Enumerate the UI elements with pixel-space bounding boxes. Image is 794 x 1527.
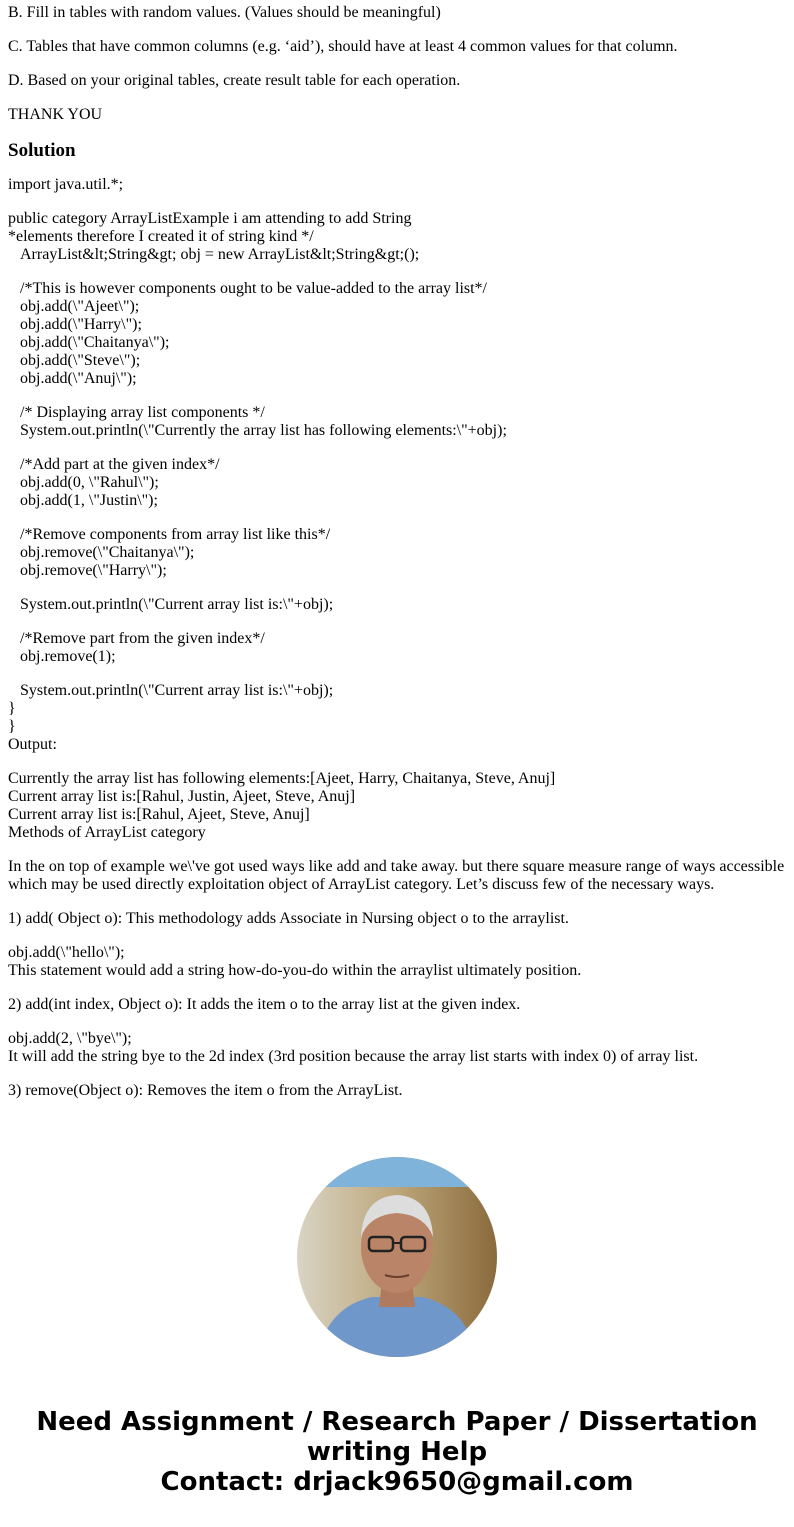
solution-paragraph: obj.add(\"hello\"); This statement would add a string how-do-you-do within the arraylist ultimately position. bbox=[8, 944, 582, 979]
promo-footer bbox=[0, 1407, 794, 1497]
solution-body bbox=[8, 176, 789, 1100]
intro-paragraph: B. Fill in tables with random values. (Values should be meaningful) bbox=[8, 4, 441, 21]
solution-paragraph: /*This is however components ought to be value-added to the array list*/ obj.add(\"Ajeet\"); obj.add(\"Harry\"); obj.add(\"Chaitanya\"); obj.add(\"Steve\"); obj.add(\"Anuj\"); bbox=[20, 280, 487, 387]
footer-line: writing Help bbox=[306, 1437, 488, 1467]
document-body bbox=[0, 4, 794, 1100]
solution-paragraph: public category ArrayListExample i am attending to add String *elements therefore I created it of string kind */ ArrayList&lt;String&gt; obj = new ArrayList&lt;String&gt;(); bbox=[8, 210, 420, 263]
footer-line: Need Assignment / Research Paper / Dissertation bbox=[36, 1407, 758, 1437]
solution-paragraph: In the on top of example we\'ve got used ways like add and take away. but there square measure range of ways accessible which may be used directly exploitation object of ArrayList category. Let’s discuss few of the necessary ways. bbox=[8, 858, 789, 893]
solution-paragraph: 3) remove(Object o): Removes the item o from the ArrayList. bbox=[8, 1082, 403, 1099]
solution-paragraph: Currently the array list has following elements:[Ajeet, Harry, Chaitanya, Steve, Anuj] Current array list is:[Rahul, Justin, Ajeet, Steve, Anuj] Current array list is:[Rahul, Ajeet, Steve, Anuj] Methods of ArrayList category bbox=[8, 770, 556, 841]
solution-paragraph: System.out.println(\"Current array list is:\"+obj); bbox=[8, 596, 334, 613]
intro-paragraph: THANK YOU bbox=[8, 106, 103, 123]
solution-paragraph: /* Displaying array list components */ System.out.println(\"Currently the array list has following elements:\"+obj); bbox=[20, 404, 507, 439]
solution-paragraph: /*Remove part from the given index*/ obj.remove(1); bbox=[20, 630, 265, 665]
intro-paragraph: D. Based on your original tables, create result table for each operation. bbox=[8, 72, 461, 89]
person-photo-icon bbox=[297, 1157, 497, 1357]
solution-heading: Solution bbox=[8, 140, 76, 161]
solution-paragraph: import java.util.*; bbox=[8, 176, 124, 193]
solution-paragraph: /*Add part at the given index*/ obj.add(0, \"Rahul\"); obj.add(1, \"Justin\"); bbox=[20, 456, 220, 509]
solution-paragraph: 2) add(int index, Object o): It adds the item o to the array list at the given index. bbox=[8, 996, 521, 1013]
intro-paragraph: C. Tables that have common columns (e.g. ‘aid’), should have at least 4 common values for that column. bbox=[8, 38, 678, 55]
solution-paragraph: obj.add(2, \"bye\"); It will add the string bye to the 2d index (3rd position because the array list starts with index 0) of array list. bbox=[8, 1030, 699, 1065]
solution-paragraph: System.out.println(\"Current array list is:\"+obj); } } Output: bbox=[8, 682, 334, 753]
footer-contact: Contact: drjack9650@gmail.com bbox=[160, 1467, 634, 1497]
solution-paragraph: /*Remove components from array list like this*/ obj.remove(\"Chaitanya\"); obj.remove(\"Harry\"); bbox=[20, 526, 331, 579]
solution-paragraph: 1) add( Object o): This methodology adds Associate in Nursing object o to the arraylist. bbox=[8, 910, 569, 927]
author-photo bbox=[297, 1157, 497, 1357]
